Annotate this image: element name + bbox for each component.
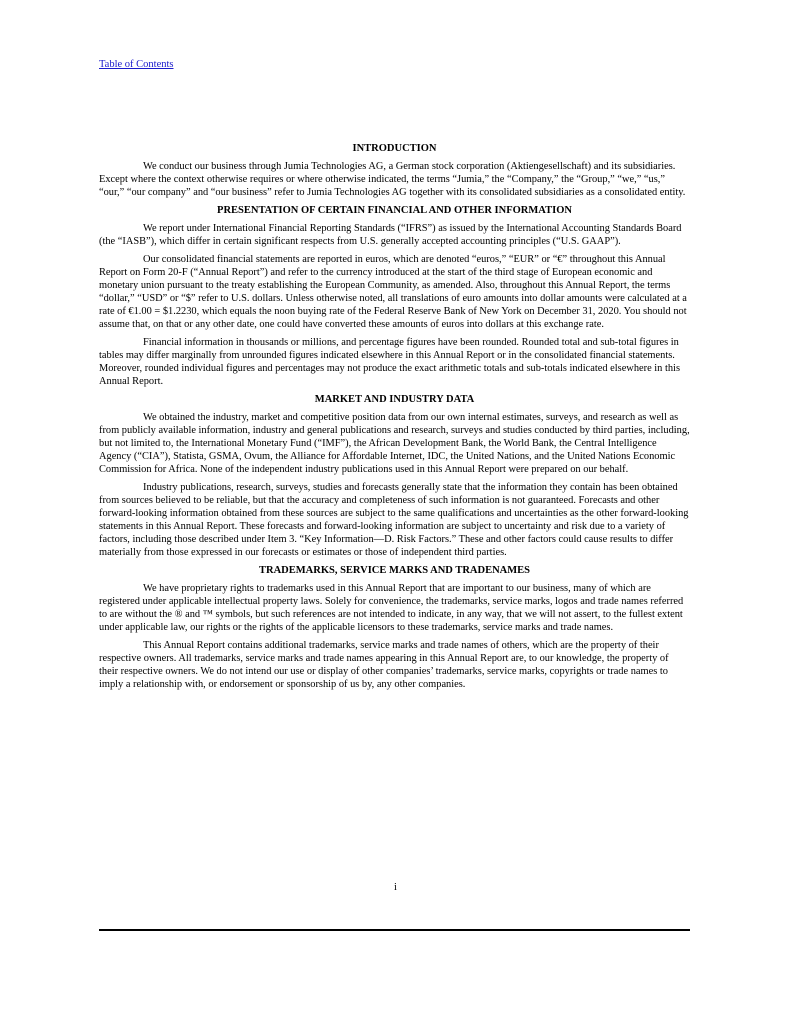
market-data-paragraph-1: We obtained the industry, market and competitive position data from our own internal estimates, surveys, and research as well as from publicly available information, industry and general publications and research, surveys and studies conducted by third parties, including, but not limited to, the International Monetary Fund (“IMF”), the African Development Bank, the World Bank, the Central Intelligence Agency (“CIA”), Statista, GSMA, Ovum, the Alliance for Affordable Internet, IDC, the United Nations, and the United Nations Economic Commission for Africa. None of the independent industry publications used in this Annual Report were prepared on our behalf. — [99, 412, 690, 475]
trademarks-paragraph-2: This Annual Report contains additional trademarks, service marks and trade names of others, which are the property of their respective owners. All trademarks, service marks and trade names appearing in this Annual Report are, to our knowledge, the property of their respective owners. We do not intend our use or display of other companies’ trademarks, service marks, copyrights or trade names to imply a relationship with, or endorsement or sponsorship of us by, any other companies. — [99, 640, 669, 690]
introduction-heading: INTRODUCTION — [352, 143, 437, 154]
table-of-contents-link[interactable]: Table of Contents — [99, 59, 174, 70]
document-body — [99, 142, 690, 696]
presentation-paragraph-1: We report under International Financial Reporting Standards (“IFRS”) as issued by the International Accounting Standards Board (the “IASB”), which differ in certain significant respects from U.S. generally accepted accounting principles (“U.S. GAAP”). — [99, 223, 682, 247]
market-data-heading: MARKET AND INDUSTRY DATA — [314, 394, 475, 405]
presentation-paragraph-3: Financial information in thousands or millions, and percentage figures have been rounded. Rounded total and sub-total figures in tables may differ marginally from unrounded figures indicated elsewhere in this Annual Report or in the consolidated financial statements. Moreover, rounded individual figures and percentages may not produce the exact arithmetic totals and sub-totals indicated elsewhere in this Annual Report. — [99, 337, 680, 387]
introduction-paragraph-1: We conduct our business through Jumia Technologies AG, a German stock corporation (Aktiengesellschaft) and its subsidiaries. Except where the context otherwise requires or where otherwise indicated, the terms “Jumia,” the “Company,” the “Group,” “we,” “us,” “our,” “our company” and “our business” refer to Jumia Technologies AG together with its consolidated subsidiaries as a consolidated entity. — [99, 161, 686, 198]
market-data-paragraph-2: Industry publications, research, surveys, studies and forecasts generally state that the information they contain has been obtained from sources believed to be reliable, but that the accuracy and completeness of such information is not guaranteed. Forecasts and other forward-looking information obtained from these sources are subject to the same qualifications and uncertainties as the other forward-looking statements in this Annual Report. These forecasts and forward-looking information are subject to uncertainty and risk due to a variety of factors, including those described under Item 3. “Key Information—D. Risk Factors.” These and other factors could cause results to differ materially from those expressed in our forecasts or estimates or those of independent third parties. — [99, 482, 689, 558]
presentation-paragraph-2: Our consolidated financial statements are reported in euros, which are denoted “euros,” “EUR” or “€” throughout this Annual Report on Form 20-F (“Annual Report”) and refer to the currency introduced at the start of the third stage of European economic and monetary union pursuant to the treaty establishing the European Community, as amended. Also, throughout this Annual Report, the terms “dollar,” “USD” or “$” refer to U.S. dollars. Unless otherwise noted, all translations of euro amounts into dollar amounts were calculated at a rate of €1.00 = $1.2230, which equals the noon buying rate of the Federal Reserve Bank of New York on December 31, 2020. You should not assume that, on that or any other date, one could have converted these amounts of euros into dollars at this exchange rate. — [99, 254, 687, 330]
page-number: i — [394, 882, 397, 893]
footer-rule — [99, 929, 690, 931]
trademarks-paragraph-1: We have proprietary rights to trademarks used in this Annual Report that are important to our business, many of which are registered under applicable intellectual property laws. Solely for convenience, the trademarks, service marks, logos and trade names referred to are without the ® and ™ symbols, but such references are not intended to indicate, in any way, that we will not assert, to the fullest extent under applicable law, our rights or the rights of the applicable licensors to these trademarks, service marks and trade names. — [99, 583, 684, 633]
presentation-heading: PRESENTATION OF CERTAIN FINANCIAL AND OTHER INFORMATION — [217, 205, 572, 216]
trademarks-heading: TRADEMARKS, SERVICE MARKS AND TRADENAMES — [258, 565, 530, 576]
